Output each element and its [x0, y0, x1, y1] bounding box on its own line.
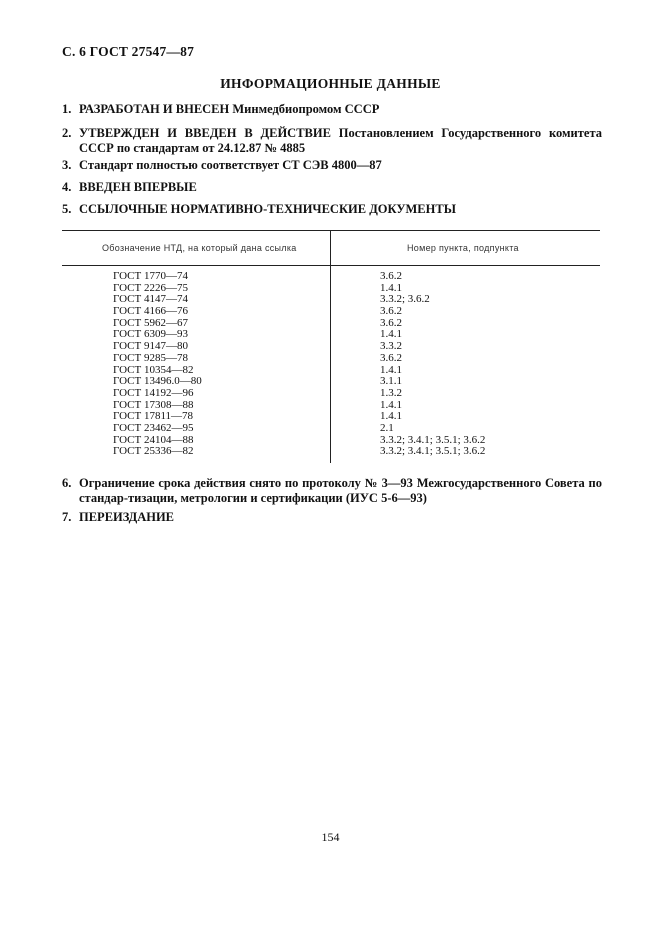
ntd-cell: ГОСТ 5962—67 — [113, 316, 188, 329]
clause-cell: 1.4.1 — [380, 328, 402, 341]
item-text: ССЫЛОЧНЫЕ НОРМАТИВНО-ТЕХНИЧЕСКИЕ ДОКУМЕНТЫ — [79, 202, 456, 216]
ntd-references-table — [62, 230, 600, 458]
info-item-2 — [62, 126, 602, 156]
ntd-cell: ГОСТ 14192—96 — [113, 386, 194, 399]
ntd-cell: ГОСТ 17811—78 — [113, 410, 194, 423]
clause-cell: 3.6.2 — [380, 305, 402, 318]
info-item-5 — [62, 202, 602, 217]
ntd-cell: ГОСТ 4166—76 — [113, 305, 188, 318]
clause-cell: 3.3.2; 3.4.1; 3.5.1; 3.6.2 — [380, 445, 486, 458]
ntd-cell: ГОСТ 24104—88 — [113, 433, 194, 446]
item-text: УТВЕРЖДЕН И ВВЕДЕН В ДЕЙСТВИЕ Постановлением Государственного комитета СССР по стандартам от 24.12.87 № 4885 — [79, 126, 602, 155]
clause-cell: 3.3.2; 3.6.2 — [380, 293, 430, 306]
item-number: 6. — [62, 476, 72, 490]
clause-cell: 3.6.2 — [380, 351, 402, 364]
clause-cell: 3.6.2 — [380, 270, 402, 282]
item-number: 2. — [62, 126, 72, 140]
clause-cell: 1.4.1 — [380, 398, 402, 411]
clause-cell: 1.4.1 — [380, 410, 402, 423]
item-number: 7. — [62, 510, 72, 524]
column-header-clause: Номер пункта, подпункта — [407, 243, 519, 253]
ntd-cell: ГОСТ 9147—80 — [113, 340, 188, 353]
section-title: ИНФОРМАЦИОННЫЕ ДАННЫЕ — [220, 76, 441, 91]
clause-cell: 2.1 — [380, 421, 394, 434]
clause-cell: 1.3.2 — [380, 386, 402, 399]
item-number: 1. — [62, 102, 72, 116]
column-header-ntd: Обозначение НТД, на который дана ссылка — [102, 243, 297, 253]
table-row — [62, 423, 600, 435]
clause-cell: 3.3.2; 3.4.1; 3.5.1; 3.6.2 — [380, 433, 486, 446]
info-item-1 — [62, 102, 602, 117]
info-item-3 — [62, 158, 602, 173]
clause-cell: 1.4.1 — [380, 363, 402, 376]
ntd-cell: ГОСТ 17308—88 — [113, 398, 194, 411]
item-text: Ограничение срока действия снято по протоколу № 3—93 Межгосударственного Совета по стандар-тизации, метрологии и сертификации (ИУС 5-6—93) — [79, 476, 602, 505]
clause-cell: 3.1.1 — [380, 375, 402, 388]
info-item-7 — [62, 510, 602, 525]
clause-cell: 3.3.2 — [380, 340, 402, 353]
table-row — [62, 388, 600, 400]
item-number: 5. — [62, 202, 72, 216]
table-row — [62, 271, 600, 283]
info-item-4 — [62, 180, 602, 195]
ntd-cell: ГОСТ 23462—95 — [113, 421, 194, 434]
table-body — [62, 266, 600, 458]
item-number: 3. — [62, 158, 72, 172]
clause-cell: 1.4.1 — [380, 281, 402, 294]
table-row — [62, 446, 600, 458]
item-number: 4. — [62, 180, 72, 194]
info-item-6 — [62, 476, 602, 506]
ntd-cell: ГОСТ 1770—74 — [113, 270, 188, 282]
ntd-cell: ГОСТ 9285—78 — [113, 351, 188, 364]
ntd-cell: ГОСТ 25336—82 — [113, 445, 194, 458]
item-text: ПЕРЕИЗДАНИЕ — [79, 510, 175, 524]
item-text: РАЗРАБОТАН И ВНЕСЕН Минмедбиопромом СССР — [79, 102, 380, 116]
page-number: 154 — [321, 830, 340, 844]
ntd-cell: ГОСТ 6309—93 — [113, 328, 188, 341]
item-text: Стандарт полностью соответствует СТ СЭВ 4800—87 — [79, 158, 382, 172]
clause-cell: 3.6.2 — [380, 316, 402, 329]
ntd-cell: ГОСТ 4147—74 — [113, 293, 188, 306]
item-text: ВВЕДЕН ВПЕРВЫЕ — [79, 180, 197, 194]
table-row — [62, 306, 600, 318]
ntd-cell: ГОСТ 10354—82 — [113, 363, 194, 376]
table-header — [62, 231, 600, 266]
ntd-cell: ГОСТ 13496.0—80 — [113, 375, 202, 388]
page-header: С. 6 ГОСТ 27547—87 — [62, 44, 195, 59]
ntd-cell: ГОСТ 2226—75 — [113, 281, 188, 294]
table-row — [62, 353, 600, 365]
